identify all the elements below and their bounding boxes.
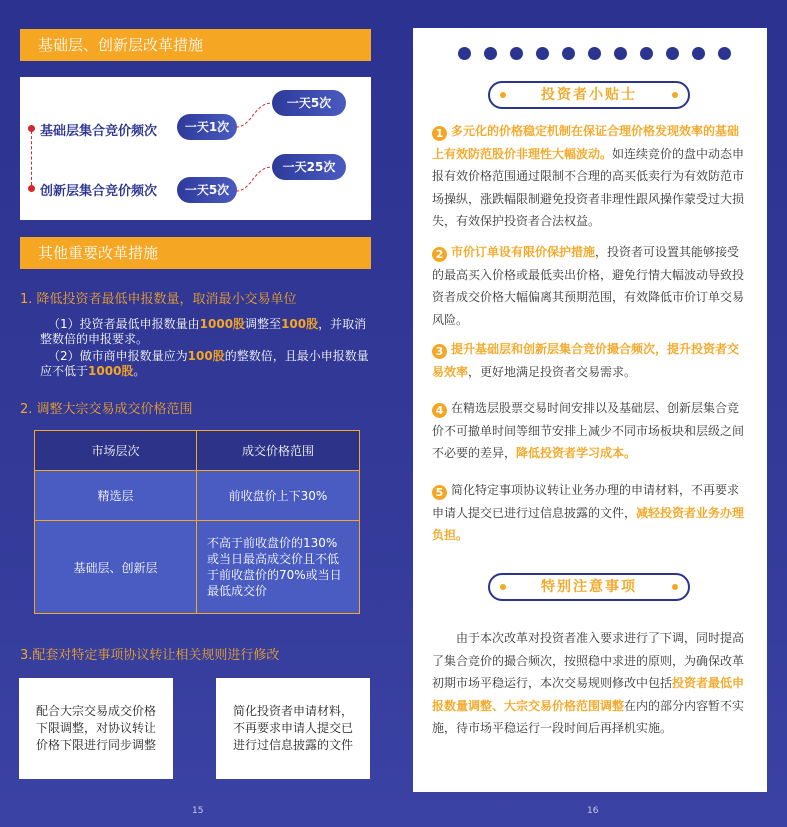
number-badge: 4: [432, 403, 447, 418]
price-range-table: [34, 430, 360, 614]
innovation-from-pill: 一天5次: [177, 177, 237, 203]
item1-paragraph2: （2）做市商申报数量应为100股的整数倍，且最小申报数量应不低于1000股。: [40, 349, 369, 378]
dot-icon: [718, 47, 731, 60]
basic-from-pill: 一天1次: [177, 114, 237, 140]
table-cell: 前收盘价上下30%: [197, 471, 360, 521]
table-header: 成交价格范围: [197, 431, 360, 471]
item3-title: 3.配套对特定事项协议转让相关规则进行修改: [20, 648, 280, 663]
dot-icon: [562, 47, 575, 60]
basic-tier-frequency-label: 基础层集合竞价频次: [40, 124, 158, 139]
number-badge: 3: [432, 344, 447, 359]
tip-item-2: 2 市价订单设有限价保护措施，投资者可设置其能够接受的最高买入价格或最低卖出价格，避免行情大幅波动导致投资者成交价格大幅偏离其预期范围，有效降低市价订单交易风险。: [432, 245, 745, 327]
dot-icon: [666, 47, 679, 60]
tip-item-3: 3 提升基础层和创新层集合竞价撮合频次，提升投资者交易效率，更好地满足投资者交易需求。: [432, 342, 740, 379]
dashed-connector: [31, 131, 32, 185]
frequency-diagram: [20, 77, 371, 220]
table-cell: 不高于前收盘价的130%或当日最高成交价且不低于前收盘价的70%或当日最低成交价: [197, 521, 360, 614]
special-notice-paragraph: 由于本次改革对投资者准入要求进行了下调，同时提高了集合竞价的撮合频次，按照稳中求进的原则，为确保改革初期市场平稳运行，本次交易规则修改中包括投资者最低申报数量调整、大宗交易价格范围调整在内的部分内容暂不实施，待市场平稳运行一段时间后再择机实施。: [432, 631, 745, 735]
table-cell: 基础层、创新层: [35, 521, 197, 614]
dot-icon: [588, 47, 601, 60]
item1-title: 1. 降低投资者最低申报数量，取消最小交易单位: [20, 292, 297, 307]
section-title-other-reforms: 其他重要改革措施: [20, 237, 371, 269]
note-text: 配合大宗交易成交价格下限调整，对协议转让价格下限进行同步调整: [35, 704, 156, 752]
table-cell: 精选层: [35, 471, 197, 521]
section-title-basic-innovation: 基础层、创新层改革措施: [20, 29, 371, 61]
dot-icon: [614, 47, 627, 60]
special-notice-heading: [488, 573, 690, 601]
dot-icon: [672, 584, 678, 590]
item2-title: 2. 调整大宗交易成交价格范围: [20, 402, 193, 417]
number-badge: 1: [432, 126, 447, 141]
tip-item-4: 4 在精选层股票交易时间安排以及基础层、创新层集合竞价不可撤单时间等细节安排上减少不同市场板块和层级之间不必要的差异，降低投资者学习成本。: [432, 401, 745, 460]
innovation-to-pill: 一天25次: [272, 154, 346, 180]
arrow-curve-icon: [234, 159, 276, 197]
dot-icon: [536, 47, 549, 60]
tip-item-1: 1 多元化的价格稳定机制在保证合理价格发现效率的基础上有效防范股价非理性大幅波动。如连续竞价的盘中动态申报有效价格范围通过限制不合理的高买低卖行为有效防范市场操纵，涨跌幅限制避免投资者非理性跟风操作蒙受过大损失，有效保护投资者合法权益。: [432, 124, 745, 228]
table-header: 市场层次: [35, 431, 197, 471]
dot-icon: [672, 92, 678, 98]
table-row: [35, 521, 360, 614]
note-box-simplify-materials: [216, 678, 370, 779]
number-badge: 2: [432, 247, 447, 262]
innovation-tier-frequency-label: 创新层集合竞价频次: [40, 184, 158, 199]
decorative-dot-row: [458, 47, 738, 61]
table-row: [35, 471, 360, 521]
basic-to-pill: 一天5次: [272, 90, 346, 116]
dot-icon: [640, 47, 653, 60]
heading-text: 投资者小贴士: [541, 87, 637, 103]
item1-paragraph1: （1）投资者最低申报数量由1000股调整至100股，并取消整数倍的申报要求。: [40, 317, 367, 346]
page-number-right: 16: [587, 806, 599, 816]
note-text: 简化投资者申请材料，不再要求申请人提交已进行过信息披露的文件: [232, 704, 353, 752]
heading-text: 特别注意事项: [541, 579, 637, 595]
dot-icon: [510, 47, 523, 60]
dot-icon: [484, 47, 497, 60]
dot-icon: [500, 92, 506, 98]
dot-icon: [458, 47, 471, 60]
arrow-curve-icon: [234, 95, 276, 133]
investor-tips-heading: [488, 81, 690, 109]
note-box-price-floor: [19, 678, 173, 779]
dot-icon: [500, 584, 506, 590]
red-dot-icon: [28, 185, 35, 192]
number-badge: 5: [432, 485, 447, 500]
dot-icon: [692, 47, 705, 60]
table-header-row: [35, 431, 360, 471]
page-number-left: 15: [192, 806, 204, 816]
tip-item-5: 5 简化特定事项协议转让业务办理的申请材料，不再要求申请人提交已进行过信息披露的文件，减轻投资者业务办理负担。: [432, 483, 745, 542]
